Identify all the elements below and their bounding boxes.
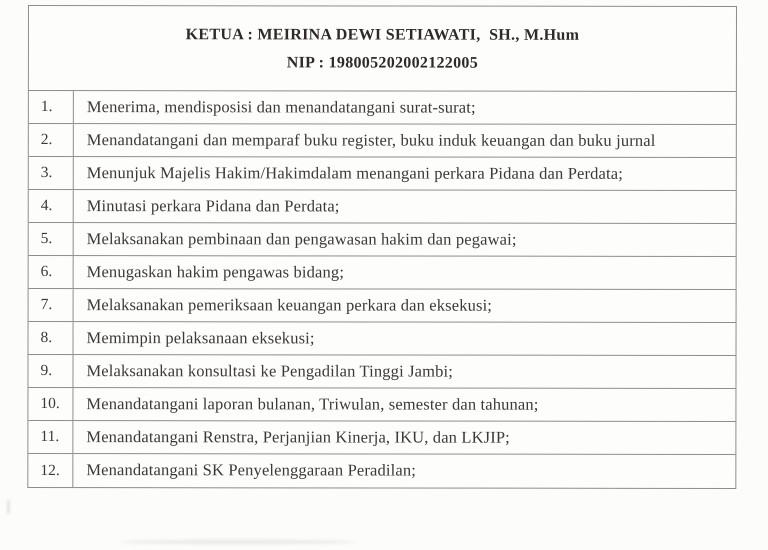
row-duty-text: Menandatangani dan memparaf buku register, buku induk keuangan dan buku jurnal [86, 129, 656, 150]
row-number: 3. [29, 157, 74, 189]
row-number: 2. [29, 124, 74, 156]
row-duty-text: Minutasi perkara Pidana dan Perdata; [86, 195, 340, 216]
table-row [29, 91, 736, 125]
duties-table [27, 5, 737, 489]
row-duty-text: Menunjuk Majelis Hakim/Hakimdalam menangani perkara Pidana dan Perdata; [86, 162, 623, 183]
row-number: 6. [29, 256, 74, 288]
official-nip-heading: NIP : 198005202002122005 [286, 54, 479, 72]
row-duty-text: Menandatangani SK Penyelenggaraan Peradilan; [86, 460, 416, 480]
table-row [28, 355, 735, 389]
row-number: 10. [28, 388, 73, 420]
scan-artifact-edge-mark [7, 500, 10, 514]
row-duty-text: Melaksanakan konsultasi ke Pengadilan Tinggi Jambi; [86, 360, 454, 381]
table-header [29, 6, 736, 92]
row-number: 12. [28, 454, 73, 487]
row-number: 4. [29, 190, 74, 222]
row-duty-text: Menugaskan hakim pengawas bidang; [86, 261, 345, 282]
row-number: 5. [29, 223, 74, 255]
row-duty-text: Melaksanakan pemeriksaan keuangan perkara dan eksekusi; [86, 294, 493, 315]
table-row [28, 388, 735, 422]
row-number: 11. [28, 421, 73, 453]
table-row [29, 190, 736, 224]
table-row [29, 289, 736, 323]
table-row [29, 223, 736, 257]
table-row [29, 322, 736, 356]
row-number: 1. [29, 91, 74, 123]
row-number: 9. [28, 355, 73, 387]
row-duty-text: Memimpin pelaksanaan eksekusi; [86, 327, 315, 348]
scan-artifact-smudge [120, 540, 355, 544]
row-duty-text: Menandatangani laporan bulanan, Triwulan, semester dan tahunan; [86, 393, 539, 414]
row-duty-text: Menandatangani Renstra, Perjanjian Kinerja, IKU, dan LKJIP; [86, 426, 510, 447]
row-duty-text: Melaksanakan pembinaan dan pengawasan hakim dan pegawai; [86, 228, 517, 249]
row-duty-text: Menerima, mendisposisi dan menandatangani surat-surat; [86, 96, 476, 117]
row-number: 7. [29, 289, 74, 321]
table-row [28, 454, 735, 488]
row-number: 8. [29, 322, 74, 354]
table-row [29, 124, 736, 158]
table-row [29, 256, 736, 290]
table-row [29, 157, 736, 191]
official-name-heading: KETUA : MEIRINA DEWI SETIAWATI, SH., M.Hum [185, 26, 580, 44]
table-row [28, 421, 735, 455]
